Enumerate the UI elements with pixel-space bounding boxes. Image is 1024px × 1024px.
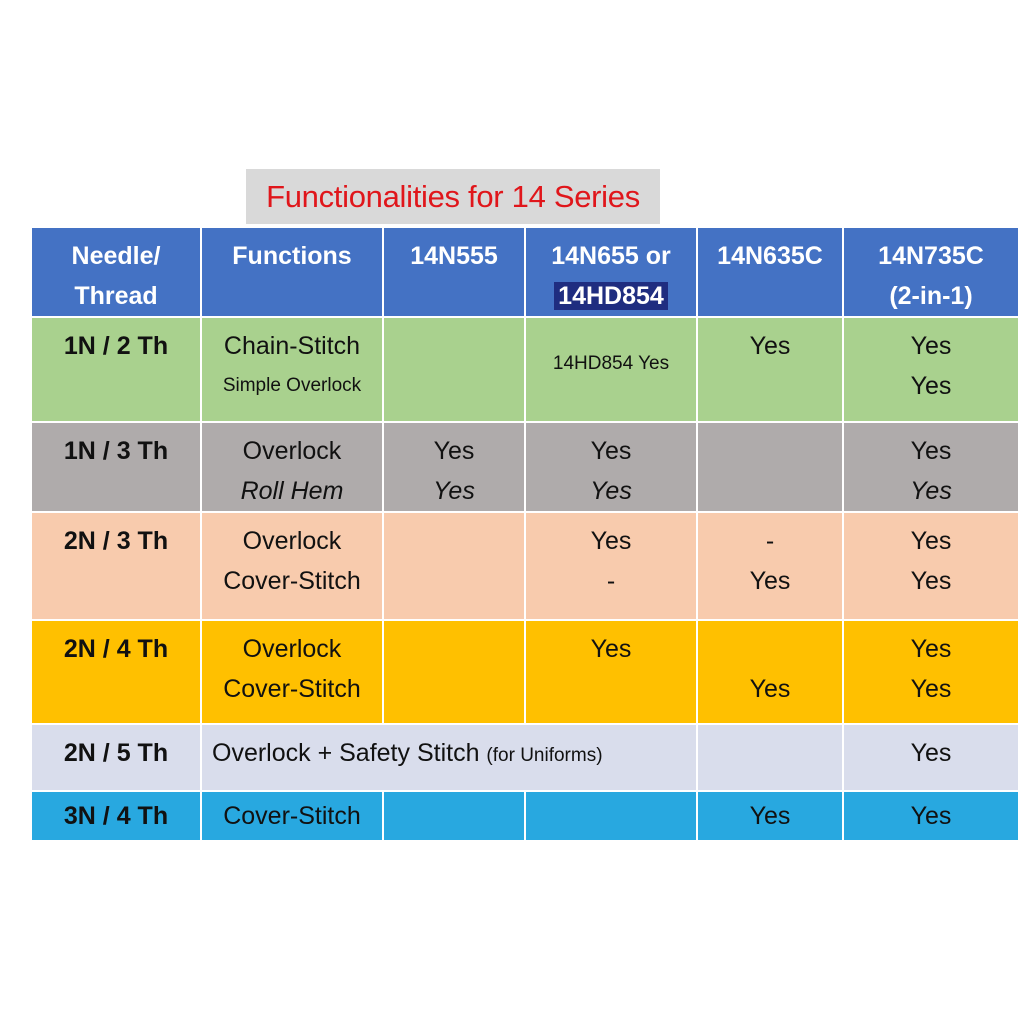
row1-14n735c [844, 318, 1018, 421]
row4-14n735c-value1: Yes [910, 635, 952, 663]
row4-14n735c-value2: Yes [910, 675, 952, 703]
row1-func2: Simple Overlock [222, 375, 362, 396]
row3-14n655 [526, 513, 696, 619]
row2-14n655-value1: Yes [590, 437, 632, 465]
header-14n635c-label: 14N635C [717, 242, 823, 270]
header-14hd854-highlight: 14HD854 [554, 282, 668, 310]
row6-needle: 3N / 4 Th [32, 792, 200, 840]
row6-14n555 [384, 792, 524, 840]
row4-14n635c-value: Yes [749, 675, 791, 703]
row2-14n555-value2: Yes [433, 477, 475, 505]
row3-14n735c [844, 513, 1018, 619]
row5-functions [202, 725, 696, 790]
row3-14n735c-value1: Yes [910, 527, 952, 555]
row4-functions [202, 621, 382, 723]
header-14n735c-line1: 14N735C [878, 242, 984, 270]
row1-14n555 [384, 318, 524, 421]
row4-14n555 [384, 621, 524, 723]
row4-14n635c [698, 621, 842, 723]
row2-func1: Overlock [242, 437, 342, 465]
row4-func2: Cover-Stitch [223, 675, 361, 703]
row1-func1: Chain-Stitch [223, 332, 361, 360]
header-functions [202, 228, 382, 316]
row3-14n655-value2: - [606, 567, 616, 595]
row2-func2: Roll Hem [240, 477, 344, 505]
header-functions-label: Functions [232, 242, 352, 270]
row3-needle: 2N / 3 Th [32, 513, 200, 619]
row3-functions [202, 513, 382, 619]
row3-14n655-value1: Yes [590, 527, 632, 555]
row5-func-main: Overlock + Safety Stitch [212, 739, 480, 767]
row4-14n655 [526, 621, 696, 723]
row3-14n635c [698, 513, 842, 619]
header-14n555-label: 14N555 [410, 242, 498, 270]
row2-14n735c-value2: Yes [910, 477, 952, 505]
header-needle-line2: Thread [74, 282, 158, 310]
row2-needle: 1N / 3 Th [32, 423, 200, 511]
functionality-table [32, 228, 1008, 840]
row5-func-note: (for Uniforms) [486, 745, 603, 766]
row4-14n735c [844, 621, 1018, 723]
row2-14n735c [844, 423, 1018, 511]
row5-needle: 2N / 5 Th [32, 725, 200, 790]
row1-14n655: 14HD854 Yes [526, 318, 696, 421]
row4-14n635c-blank [698, 629, 842, 669]
header-14n555 [384, 228, 524, 316]
row1-14n735c-value2: Yes [910, 372, 952, 400]
row6-14n655 [526, 792, 696, 840]
row5-14n735c: Yes [844, 725, 1018, 790]
row2-14n555 [384, 423, 524, 511]
row6-functions: Cover-Stitch [202, 792, 382, 840]
row1-needle: 1N / 2 Th [32, 318, 200, 421]
row3-14n635c-value1: - [765, 527, 775, 555]
header-14n735c-line2: (2-in-1) [889, 282, 973, 310]
header-14n655 [526, 228, 696, 316]
row1-14n635c-value: Yes [749, 332, 791, 360]
row4-func1: Overlock [242, 635, 342, 663]
row2-14n735c-value1: Yes [910, 437, 952, 465]
row2-14n635c [698, 423, 842, 511]
row2-14n655 [526, 423, 696, 511]
header-14n655-line1: 14N655 or [551, 242, 671, 270]
row6-14n735c: Yes [844, 792, 1018, 840]
row1-functions [202, 318, 382, 421]
row2-functions [202, 423, 382, 511]
row4-14n655-value: Yes [590, 635, 632, 663]
row1-14n635c [698, 318, 842, 421]
header-14n735c [844, 228, 1018, 316]
row1-14n735c-value1: Yes [910, 332, 952, 360]
table-title: Functionalities for 14 Series [266, 178, 640, 214]
row3-14n555 [384, 513, 524, 619]
row2-14n655-value2: Yes [590, 477, 632, 505]
row3-14n735c-value2: Yes [910, 567, 952, 595]
row3-14n635c-value2: Yes [749, 567, 791, 595]
row3-func2: Cover-Stitch [223, 567, 361, 595]
row5-14n635c [698, 725, 842, 790]
row4-needle: 2N / 4 Th [32, 621, 200, 723]
header-needle-thread [32, 228, 200, 316]
header-14n635c [698, 228, 842, 316]
row3-func1: Overlock [242, 527, 342, 555]
table-title-box [246, 169, 660, 224]
row2-14n555-value1: Yes [433, 437, 475, 465]
row6-14n635c: Yes [698, 792, 842, 840]
header-needle-line1: Needle/ [71, 242, 161, 270]
